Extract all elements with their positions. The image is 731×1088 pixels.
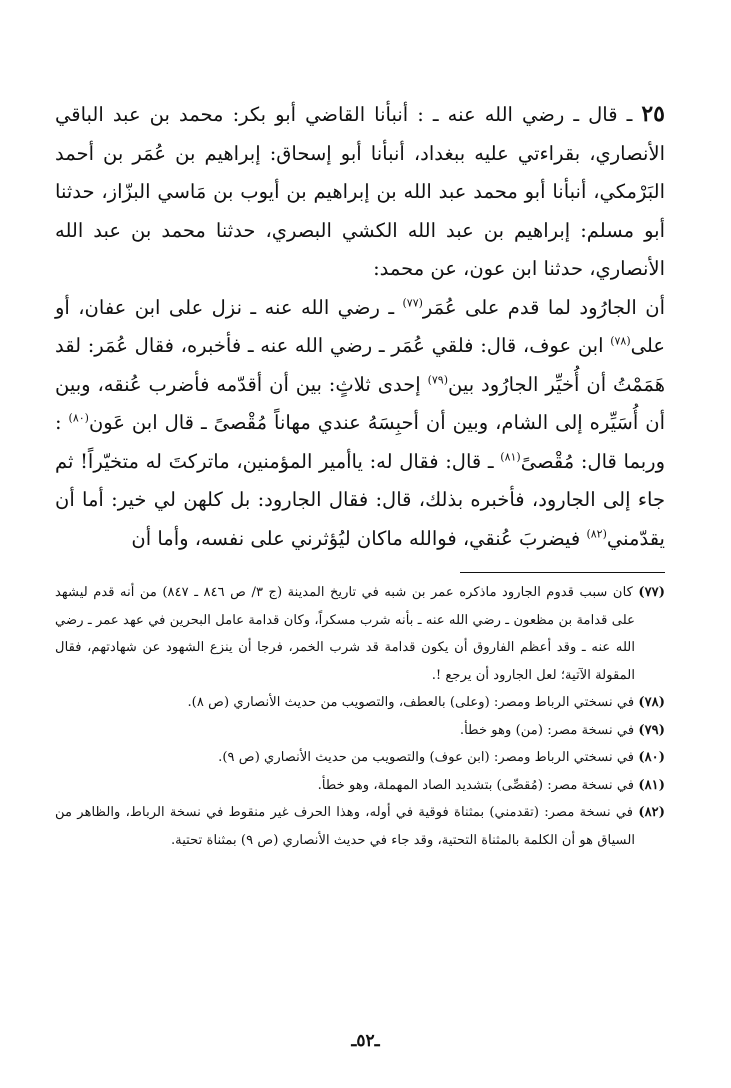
isnad-text: ـ قال ـ رضي الله عنه ـ : أنبأنا القاضي أبو بكر: محمد بن عبد الباقي الأنصاري، بقراءتي عليه ببغداد، أنبأنا أبو إسحاق: إبراهيم بن عُمَر بن أحمد البَرْمكي، أنبأنا أبو محمد عبد الله بن إبراهيم بن أيوب بن مَاسي البزّاز، حدثنا أبو مسلم: إبراهيم بن عبد الله الكشي البصري، حدثنا محمد بن عبد الله الأنصاري، حدثنا ابن عون، عن محمد: [55, 103, 665, 280]
footnote-text: في نسخة مصر: (مُقصِّى) بتشديد الصاد المهملة، وهو خطأ. [317, 777, 635, 793]
footnote-80 [55, 744, 665, 772]
footnote-text: في نسخة مصر: (تقدمني) بمثناة فوقية في أوله، وهذا الحرف غير منقوط في نسخة الرباط، والظاهر من السياق هو أن الكلمة بالمثناة التحتية، وقد جاء في حديث الأنصاري (ص ٩) بمثناة تحتية. [55, 805, 635, 848]
matn-text: : وربما قال: مُقْصىً [55, 411, 665, 473]
matn-text: فيضربَ عُنقي، فوالله ماكان ليُؤثرني على نفسه، وأما أن [131, 526, 587, 550]
footnote-divider [460, 572, 665, 573]
paragraph-hadith-25 [55, 95, 665, 289]
footnote-mark: (٧٧) [638, 585, 665, 600]
footnote-mark: (٨١) [638, 777, 665, 793]
note-ref-81[interactable]: (٨١) [500, 450, 521, 463]
footnote-text: في نسخة مصر: (من) وهو خطأ. [459, 722, 635, 738]
footnote-77 [55, 579, 665, 689]
main-text [55, 95, 665, 558]
footnote-78 [55, 689, 665, 717]
footnotes [55, 579, 665, 854]
footnote-mark: (٧٩) [638, 722, 665, 738]
hadith-number: ٢٥ [641, 101, 665, 127]
paragraph-matn [55, 289, 665, 559]
footnote-82 [55, 799, 665, 854]
footnote-mark: (٨٠) [638, 750, 665, 765]
note-ref-78[interactable]: (٧٨) [610, 334, 631, 348]
matn-text: ـ قال: فقال له: ياأمير المؤمنين، ماتركتَ له متخيّراً! ثم جاء إلى الجارود، فأخبره بذلك، قال: فقال الجارود: بل كلهن لي خير: أما أن يقدّمني [55, 449, 665, 550]
footnote-text: في نسختي الرباط ومصر: (وعلى) بالعطف، والتصويب من حديث الأنصاري (ص ٨). [187, 695, 635, 710]
footnote-81 [55, 772, 665, 800]
matn-text: ابن عوف، قال: فلقي عُمَر ـ رضي الله عنه ـ فأخبره، فقال عُمَر: لقد هَمَمْتُ أن أُخيِّر الجارُود بين [55, 334, 665, 396]
matn-text: إحدى ثلاثٍ: بين أن أقدّمه فأضرب عُنقه، وبين أن أُسَيِّره إلى الشام، وبين أن أحبِسَهُ عندي مهاناً مُقْصىً ـ قال ابن عَون [55, 372, 665, 434]
matn-text: ـ رضي الله عنه ـ نزل على ابن عفان، أو على [55, 295, 665, 357]
note-ref-82[interactable]: (٨٢) [586, 527, 607, 540]
matn-text: أن الجارُود لما قدم على عُمَر [422, 295, 665, 319]
footnote-mark: (٧٨) [638, 695, 665, 710]
note-ref-80[interactable]: (٨٠) [68, 411, 89, 425]
document-page [55, 95, 665, 854]
footnote-text: في نسختي الرباط ومصر: (ابن عوف) والتصويب من حديث الأنصاري (ص ٩). [218, 750, 635, 765]
footnote-mark: (٨٢) [638, 805, 665, 820]
note-ref-77[interactable]: (٧٧) [402, 296, 423, 309]
page-number: ـ٥٢ـ [351, 1031, 380, 1051]
note-ref-79[interactable]: (٧٩) [427, 373, 448, 386]
footnote-text: كان سبب قدوم الجارود ماذكره عمر بن شبه في تاريخ المدينة (ج ٣/ ص ٨٤٦ ـ ٨٤٧) من أنه قدم ليشهد على قدامة بن مظعون ـ رضي الله عنه ـ بأنه شرب مسكراً، وكان قدامة عامل البحرين في عهد عمر ـ رضي الله عنه ـ وقد أعظم الفاروق أن يكون قدامة قد شرب الخمر، فرجا أن ينزع الشهود عن شهادتهم، فقال المقولة الآتية؛ لعل الجارود أن يرجع !. [55, 585, 635, 683]
footnote-79 [55, 717, 665, 745]
